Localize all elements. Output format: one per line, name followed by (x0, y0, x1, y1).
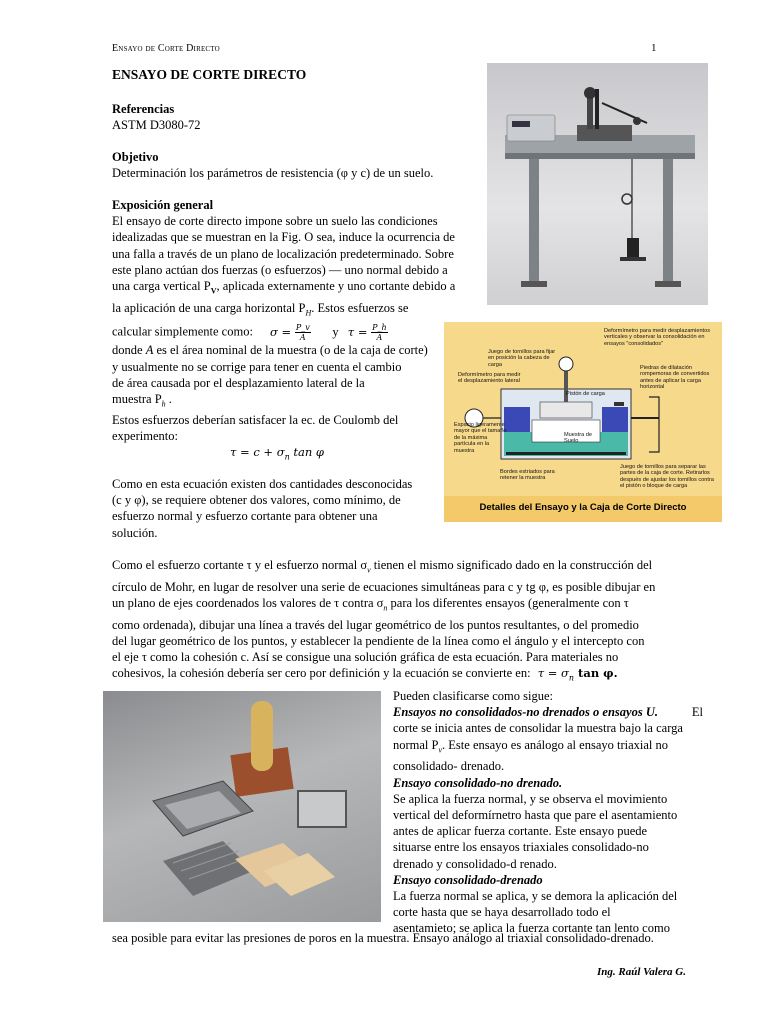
diagram-label: Deformímetro para medir el desplazamiento lateral (458, 372, 521, 385)
diagram-label: Piedras de dilatación rompemoras de convertidos antes de aplicar la carga horizontal (640, 365, 710, 391)
paragraph-line: como ordenada), dibujar una línea a través del lugar geométrico de los puntos resultantes, o del promedio (112, 617, 639, 632)
paragraph-line: (c y φ), se requiere obtener dos valores, como mínimo, de (112, 493, 401, 508)
shear-box-parts-photo (103, 691, 381, 922)
cu-line: situarse entre los ensayos triaxiales consolidado-no (393, 840, 649, 855)
exposicion-line: El ensayo de corte directo impone sobre un suelo las condiciones (112, 214, 438, 229)
classification-intro: Pueden clasificarse como sigue: (393, 689, 554, 703)
page-title: ENSAYO DE CORTE DIRECTO (112, 67, 307, 82)
coulomb-line: experimento: (112, 429, 178, 444)
cd-title: Ensayo consolidado-drenado (393, 872, 543, 887)
diagram-label: Bordes estriados para retener la muestra (500, 469, 555, 482)
diagram-label: Pistón de carga (566, 391, 605, 397)
referencias-section (112, 101, 201, 133)
classification-section (393, 688, 703, 937)
shear-box-diagram (444, 322, 722, 522)
paragraph-line: círculo de Mohr, en lugar de resolver una serie de ecuaciones simultáneas para c y tg φ, es posible dibujar en (112, 579, 656, 594)
exposicion-line: de área causada por el desplazamiento lateral de la (112, 375, 365, 390)
shear-machine-photo (487, 63, 708, 305)
diagram-label: Juego de tornillos para separar las partes de la caja de corte. Retirarlos después de ajustar los tornillos contra el pistón o bloque de carga (620, 464, 714, 490)
sigma-equation: σ = $\frac{P\_v}{A}$ (270, 323, 310, 343)
paragraph-line: solución. (112, 525, 158, 540)
coulomb-section (112, 412, 432, 466)
cu-line: vertical del deformírnetro hasta que pare el asentamiento (393, 807, 678, 822)
referencias-heading: Referencias (112, 102, 175, 116)
exposicion-heading: Exposición general (112, 198, 214, 212)
exposicion-line: una carga vertical $P_V$, aplicada externamente y uno cortante debido a (112, 279, 456, 296)
exposicion-line: este plano actúan dos fuerzas (o esfuerzos) — uno normal debido a (112, 262, 448, 277)
exposicion-line: muestra $P_h$ . (112, 392, 172, 409)
uu-line: consolidado- drenado. (393, 759, 505, 774)
paragraph-line: un plano de ejes coordenados los valores de τ contra $\sigma_n$ para los diferentes ensayos (generalmente con τ (112, 595, 629, 613)
cu-title: Ensayo consolidado-no drenado. (393, 775, 563, 790)
unknowns-paragraph (112, 476, 442, 541)
cu-line: antes de aplicar fuerza cortante. Este ensayo puede (393, 824, 648, 839)
coulomb-equation: $\tau = c + \sigma_n$ tan φ (230, 445, 324, 462)
paragraph-line: del lugar geométrico de los puntos, y establecer la pendiente de la línea como el ángulo y el intercepto con (112, 633, 645, 648)
paragraph-line: esfuerzo normal y esfuerzo cortante para obtener una (112, 509, 378, 524)
mohr-paragraph (112, 557, 697, 687)
objetivo-text: Determinación los parámetros de resistencia (φ y c) de un suelo. (112, 166, 434, 181)
diagram-label: Muestra de Suelo (564, 432, 592, 445)
objetivo-section (112, 149, 433, 181)
exposicion-line: y usualmente no se corrige para tener en cuenta el cambio (112, 359, 402, 374)
exposicion-line: donde A es el área nominal de la muestra (o de la caja de corte) (112, 343, 428, 358)
exposicion-line: la aplicación de una carga horizontal $P_H$. Estos esfuerzos se (112, 300, 409, 318)
paragraph-line: Como en esta ecuación existen dos cantidades desconocidas (112, 477, 413, 491)
diagram-label: Espacio ligeramente mayor que el tamaño de la máxima partícula en la muestra (454, 422, 507, 454)
author-footer: Ing. Raúl Valera G. (597, 966, 686, 978)
paragraph-line: cohesivos, la cohesión debería ser cero por definición y la ecuación se convierte en: $\tau = \sigma_n$ tan φ. (112, 666, 618, 683)
cd-line: La fuerza normal se aplica, y se demora la aplicación del (393, 888, 678, 903)
cd-last-line: sea posible para evitar las presiones de poros en la muestra. Ensayo análogo al triaxial consolidado-drenado. (112, 931, 654, 945)
uu-line: corte se inicia antes de consolidar la muestra bajo la carga (393, 721, 683, 736)
exposicion-section (112, 197, 482, 413)
exposicion-line: una falla a través de un plano de localización predeterminado. Sobre (112, 246, 454, 261)
tau-equation: τ = $\frac{P\_h}{A}$ (347, 323, 387, 343)
paragraph-line: Como el esfuerzo cortante τ y el esfuerzo normal $\sigma_v$ tienen el mismo significado dado en la construcción del (112, 558, 653, 575)
page-number: 1 (651, 42, 657, 54)
uu-title-line: Ensayos no consolidados-no drenados o ensayos U. El (393, 705, 703, 720)
cu-line: drenado y consolidado-d renado. (393, 856, 557, 871)
exposicion-line: idealizadas que se muestran en la Fig. O sea, induce la ocurrencia de (112, 230, 455, 245)
paragraph-line: el eje τ como la cohesión c. Así se consigue una solución gráfica de esta ecuación. Para materiales no (112, 650, 619, 665)
referencias-text: ASTM D3080-72 (112, 118, 201, 133)
diagram-label: Deformímetro para medir desplazamientos verticales y observar la consolidación en ensayos "consolidados" (604, 328, 711, 347)
cd-line: asentamieto; se aplica la fuerza cortante tan lento como (393, 921, 670, 936)
cu-line: Se aplica la fuerza normal, y se observa el movimiento (393, 791, 668, 806)
stress-equations-line: calcular simplemente como: σ = $\frac{P\_v}{A}$ y τ = $\frac{P\_h}{A}$ (112, 323, 387, 343)
uu-line: normal $P_v$. Este ensayo es análogo al ensayo triaxial no (393, 737, 669, 755)
coulomb-line: Estos esfuerzos deberían satisfacer la ec. de Coulomb del (112, 413, 399, 427)
diagram-caption: Detalles del Ensayo y la Caja de Corte Directo (479, 502, 687, 513)
cd-line: corte hasta que se haya desarrollado todo el (393, 905, 611, 920)
diagram-label: Juego de tornillos para fijar en posición la cabeza de carga (488, 349, 556, 368)
objetivo-heading: Objetivo (112, 150, 159, 164)
running-header: Ensayo de Corte Directo (112, 43, 220, 54)
